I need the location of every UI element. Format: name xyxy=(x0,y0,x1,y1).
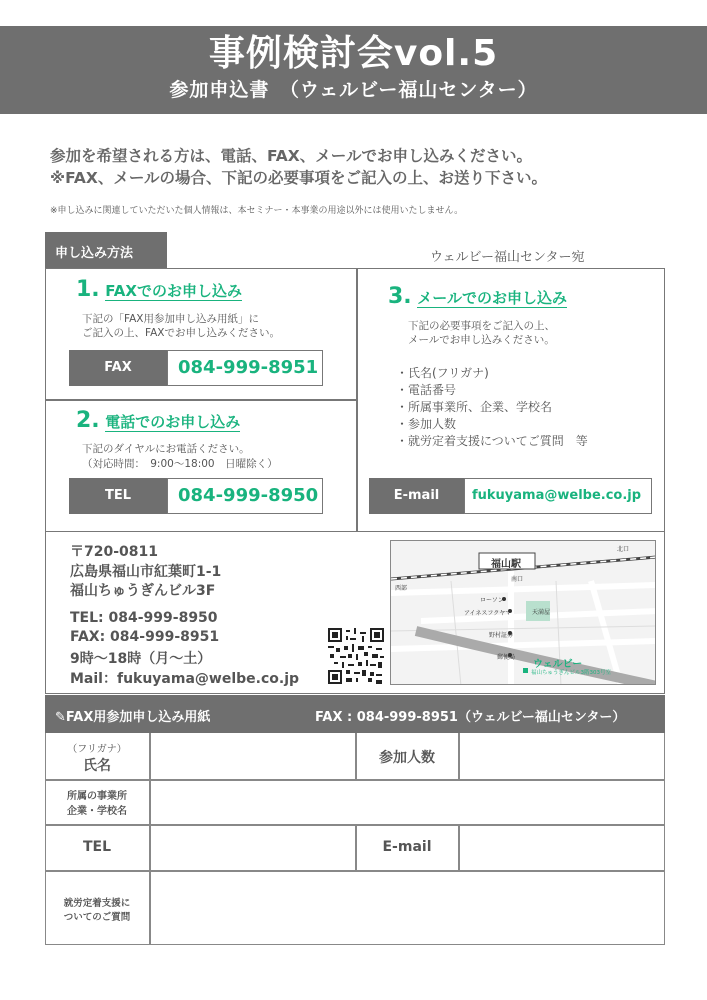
email-field[interactable] xyxy=(460,826,664,869)
address-mail: Mail：fukuyama@welbe.co.jp xyxy=(70,671,300,687)
mail-label: E-mail xyxy=(369,478,464,514)
question-label-2: ついてのご質問 xyxy=(63,912,131,923)
tel-label: TEL xyxy=(69,478,167,514)
method-tab: 申し込み方法 xyxy=(45,232,167,268)
question-label-1: 就労定着支援に xyxy=(63,898,131,909)
affiliation-label-2: 企業・学校名 xyxy=(67,806,127,817)
addressee: ウェルビー福山センター宛 xyxy=(430,250,585,265)
fax-number: 084-999-8951 xyxy=(167,350,323,386)
privacy-note: ※申し込みに関連していただいた個人情報は、本セミナー・本事業の用途以外には使用いたしません。 xyxy=(50,206,464,216)
name-field[interactable] xyxy=(151,734,354,778)
postal-code: 〒720-0811 xyxy=(70,544,158,560)
map-ainesu: アイネスフクヤマ xyxy=(464,610,512,617)
tel-title: 2. 電話でのお申し込み xyxy=(76,408,241,433)
furigana-label: （フリガナ） xyxy=(67,744,127,755)
page-title: 事例検討会vol.5 xyxy=(208,33,499,74)
mail-required-list xyxy=(396,365,588,450)
address-line-2: 福山ちゅうぎんビル3F xyxy=(70,583,216,599)
participants-field[interactable] xyxy=(460,734,664,778)
fax-form-number: FAX : 084-999-8951（ウェルビー福山センター） xyxy=(315,710,626,725)
list-item: ・氏名(フリガナ) xyxy=(396,366,489,380)
map-south-exit: 南口 xyxy=(511,576,524,583)
mail-address: fukuyama@welbe.co.jp xyxy=(464,478,652,514)
map-north-exit: 北口 xyxy=(617,546,630,553)
intro-line-1: 参加を希望される方は、電話、FAX、メールでお申し込みください。 xyxy=(50,147,532,165)
list-item: ・所属事業所、企業、学校名 xyxy=(396,400,553,414)
intro-line-2: ※FAX、メールの場合、下記の必要事項をご記入の上、お送り下さい。 xyxy=(50,169,548,187)
list-item: ・参加人数 xyxy=(396,417,457,431)
page-subtitle: 参加申込書 （ウェルビー福山センター） xyxy=(169,79,538,101)
header-banner xyxy=(0,26,707,114)
access-map xyxy=(390,540,656,685)
affiliation-field[interactable] xyxy=(151,781,664,823)
mail-desc-2: メールでお申し込みください。 xyxy=(408,334,555,346)
map-tenmaya: 天満屋 xyxy=(532,609,551,616)
map-bank: 郵便局 xyxy=(497,654,516,661)
address-tel: TEL: 084-999-8950 xyxy=(70,610,218,626)
map-brand-sub: 福山ちゅうぎんビル3階303号室 xyxy=(531,670,611,676)
fax-title: 1. FAXでのお申し込み xyxy=(76,277,242,302)
list-item: ・就労定着支援についてご質問 等 xyxy=(396,434,588,448)
name-label: 氏名 xyxy=(83,758,111,774)
tel-field-label: TEL xyxy=(82,839,112,855)
mail-desc-1: 下記の必要事項をご記入の上、 xyxy=(408,320,555,332)
list-item: ・電話番号 xyxy=(396,383,457,397)
fax-form-title: ✎FAX用参加申し込み用紙 xyxy=(55,710,211,725)
email-field-label: E-mail xyxy=(382,839,432,855)
affiliation-label-1: 所属の事業所 xyxy=(67,791,127,802)
address-fax: FAX: 084-999-8951 xyxy=(70,629,220,645)
fax-desc-1: 下記の「FAX用参加申し込み用紙」に xyxy=(82,313,259,325)
mail-title: 3. メールでのお申し込み xyxy=(388,284,567,309)
address-line-1: 広島県福山市紅葉町1-1 xyxy=(70,564,222,580)
fax-desc-2: ご記入の上、FAXでお申し込みください。 xyxy=(82,327,280,339)
map-west-label: 西部 xyxy=(395,585,408,592)
tel-number: 084-999-8950 xyxy=(167,478,323,514)
tel-desc-2: （対応時間： 9:00～18:00 日曜除く） xyxy=(82,458,278,470)
address-hours: 9時～18時（月～土） xyxy=(70,651,212,667)
qr-code xyxy=(328,628,384,684)
map-nomura: 野村証券 xyxy=(489,632,514,639)
tel-desc-1: 下記のダイヤルにお電話ください。 xyxy=(82,443,250,455)
tel-field[interactable] xyxy=(151,826,354,869)
map-station-label: 福山駅 xyxy=(491,559,521,570)
fax-form-bar xyxy=(45,695,665,733)
question-field[interactable] xyxy=(151,872,664,944)
fax-label: FAX xyxy=(69,350,167,386)
participants-label: 参加人数 xyxy=(379,750,435,766)
map-brand: ウェルビー xyxy=(533,659,583,670)
map-lawson: ローソン xyxy=(480,597,504,604)
